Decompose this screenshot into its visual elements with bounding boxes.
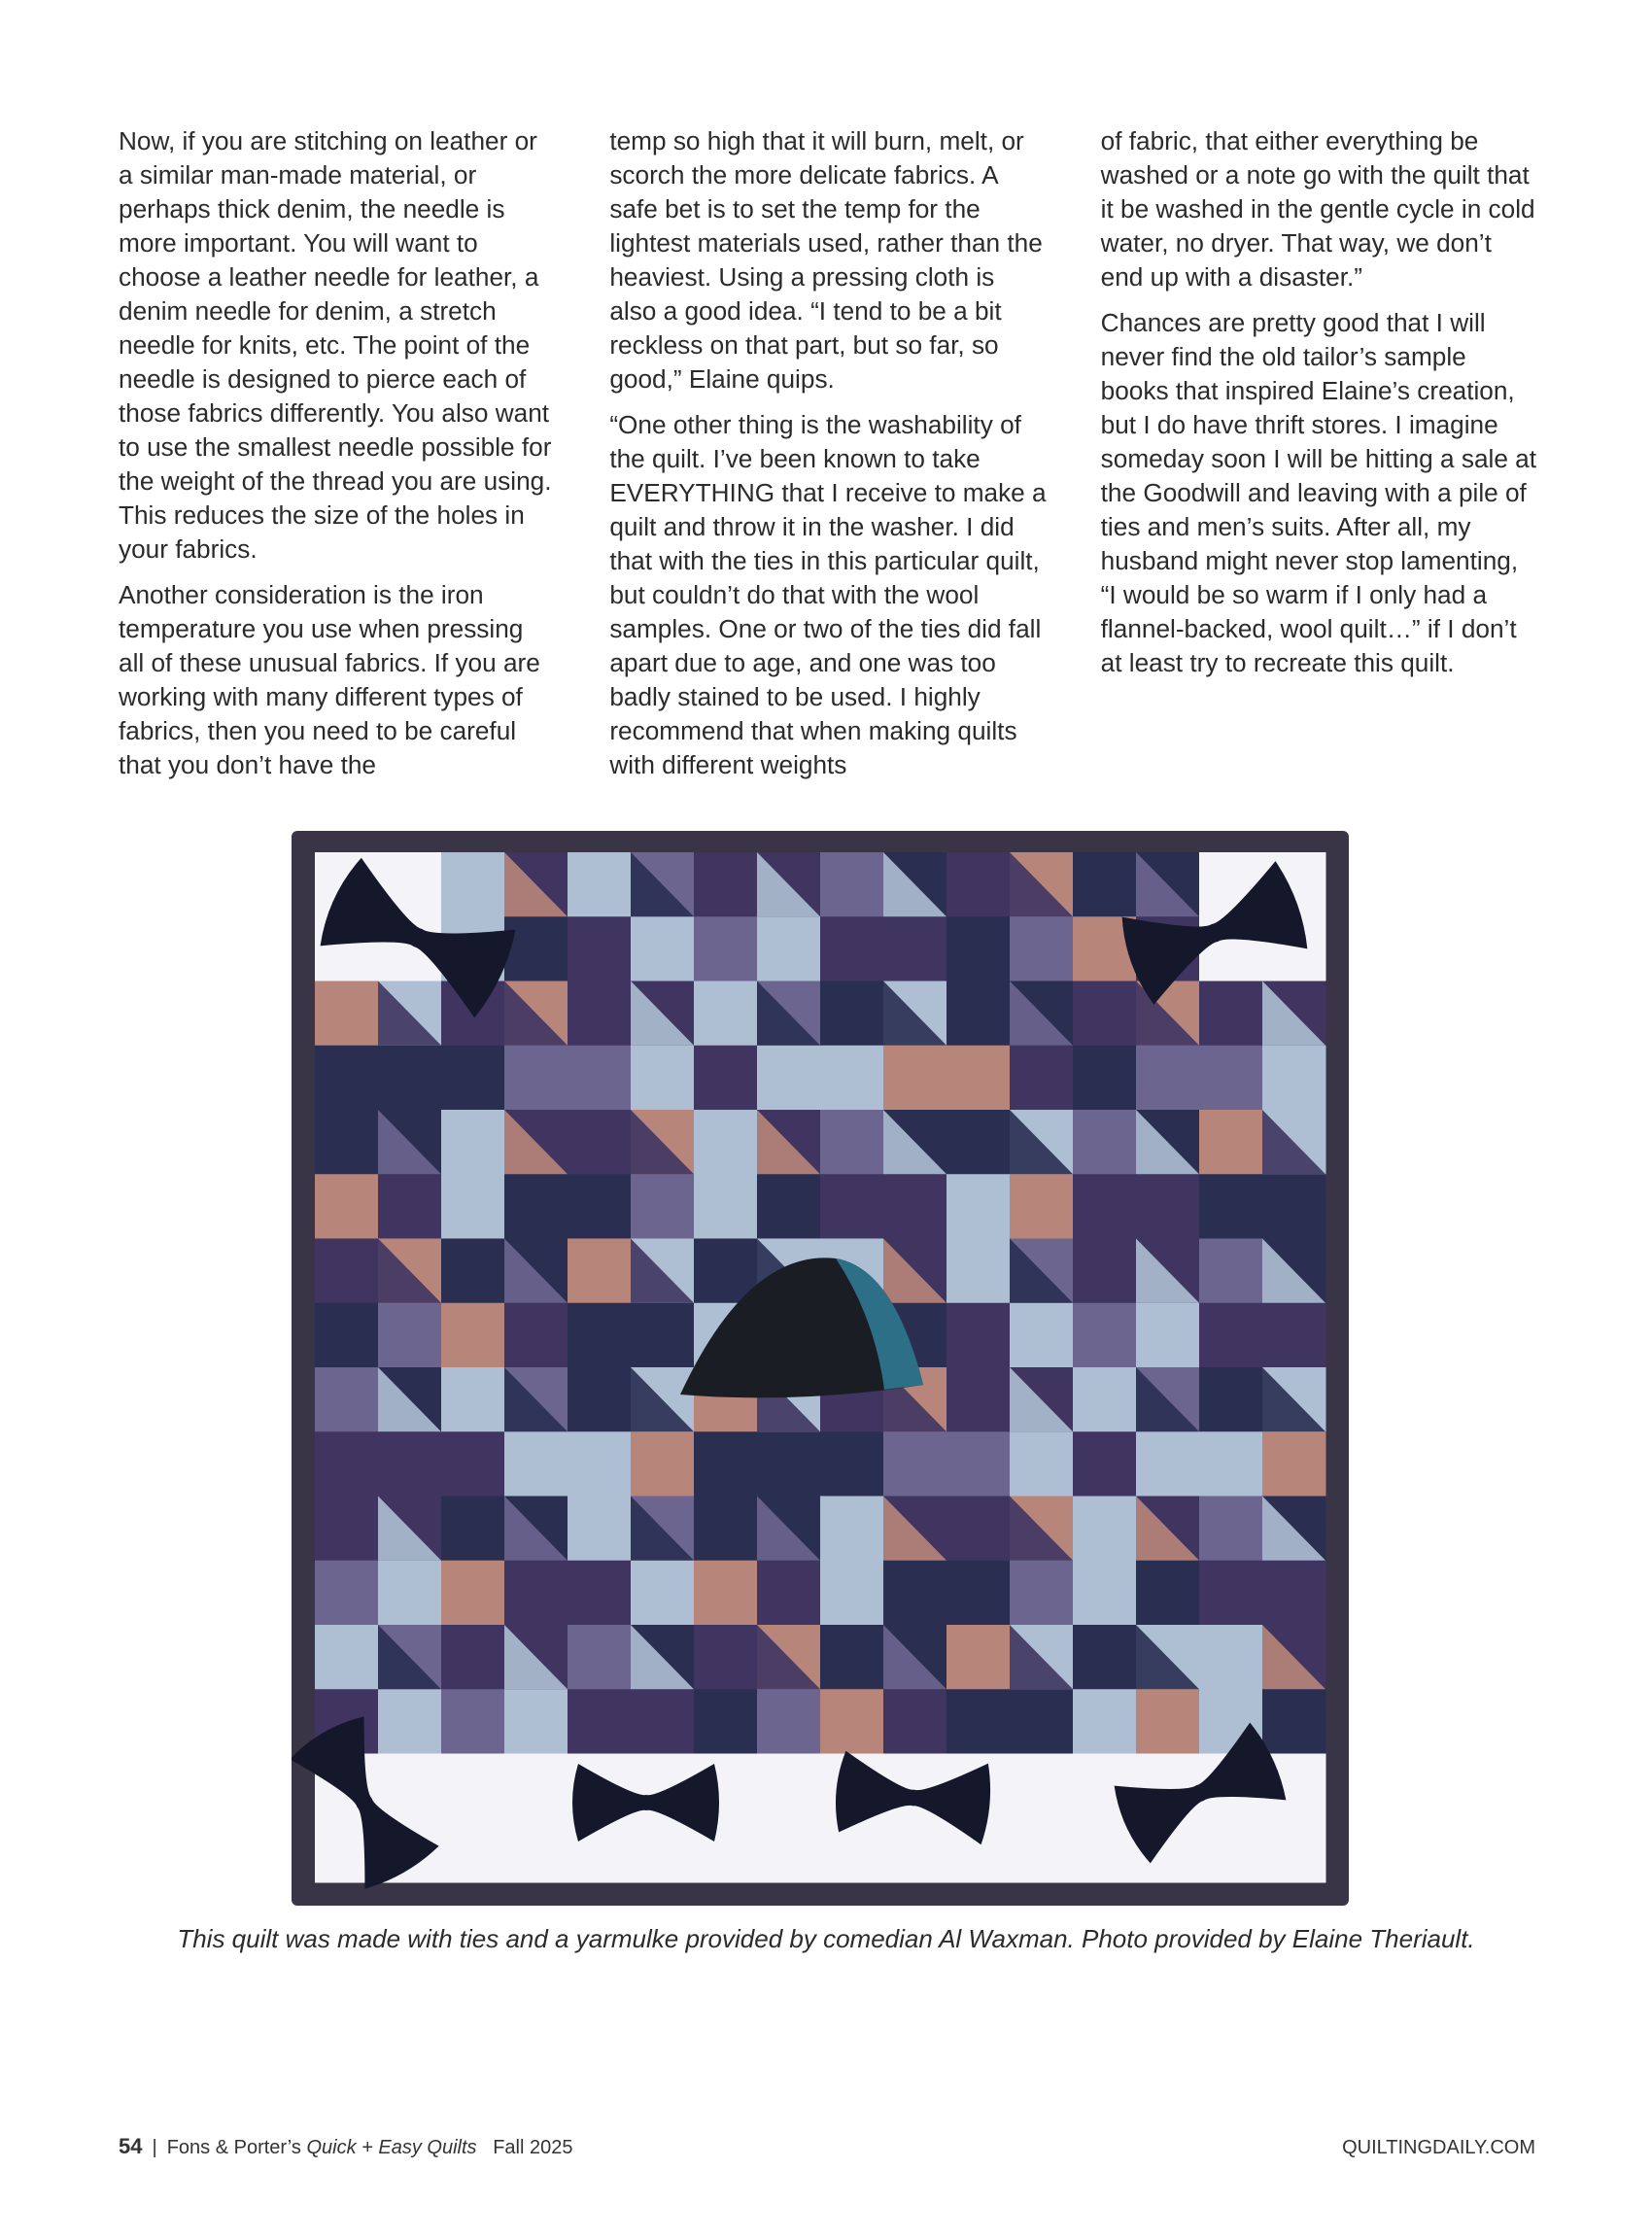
quilt-patch [568, 1303, 632, 1368]
quilt-patch [441, 1110, 505, 1175]
paragraph: Chances are pretty good that I will never find the old tailor’s sample books that inspired Elaine’s creation, but I do have thrift stores. I imagine someday soon I will be hitting a sale at the Goodwill and leaving with a pile of ties and men’s suits. After all, my husband might never stop lamenting, “I would be so warm if I only had a flannel-backed, wool quilt…” if I don’t at least try to recreate this quilt. [1100, 308, 1537, 677]
quilt-patch [441, 1431, 505, 1497]
magazine-title: Quick + Easy Quilts [306, 2137, 477, 2158]
paragraph: “One other thing is the washability of the quilt. I’ve been known to take EVERYTHING that I receive to make a quilt and throw it in the washer. I did that with the ties in this particular quilt, but couldn’t do that with the wool samples. One or two of the ties did fall apart due to age, and one was too badly stained to be used. I highly recommend that when making quilts with different weights [609, 410, 1047, 779]
quilt-patch [441, 1303, 505, 1368]
quilt-patch [1073, 1303, 1137, 1368]
quilt-patch [946, 1110, 1011, 1175]
quilt-patch [441, 1046, 505, 1111]
quilt-patch [441, 1367, 505, 1432]
quilt-patch [315, 1625, 379, 1690]
quilt-patch [1073, 1110, 1137, 1175]
quilt-patch [378, 1561, 442, 1626]
quilt-photo [292, 831, 1349, 1906]
quilt-patch [568, 1174, 632, 1239]
quilt-patch [694, 852, 758, 917]
quilt-patch [820, 1174, 884, 1239]
quilt-patch [1199, 981, 1263, 1047]
quilt-patch [1199, 1625, 1263, 1690]
quilt-patch [1199, 1431, 1263, 1497]
quilt-patch [820, 981, 884, 1047]
quilt-patch [946, 1174, 1011, 1239]
quilt-patch [568, 1046, 632, 1111]
quilt-patch [568, 1561, 632, 1626]
quilt-patch [441, 1497, 505, 1562]
quilt-white-block [441, 1754, 568, 1883]
quilt-patch [820, 1110, 884, 1175]
paragraph: Another consideration is the iron temperature you use when pressing all of these unusual fabrics. If you are working with many different types of fabrics, then you need to be careful that you don’t have the [119, 580, 540, 779]
quilt-patch [1199, 1174, 1263, 1239]
quilt-patch [378, 1689, 442, 1754]
quilt-patch [1262, 1561, 1326, 1626]
quilt-patch [883, 1174, 947, 1239]
footer-left [119, 2134, 572, 2159]
quilt-patch [1199, 1561, 1263, 1626]
quilt-patch [315, 981, 379, 1047]
quilt-patch [883, 916, 947, 981]
quilt-patch [1010, 1046, 1074, 1111]
quilt-patch [1262, 1431, 1326, 1497]
quilt-patch [378, 1046, 442, 1111]
quilt-patch [757, 1689, 821, 1754]
quilt-patch [1073, 852, 1137, 917]
quilt-patch [1073, 1689, 1137, 1754]
quilt-patch [504, 916, 568, 981]
paragraph: of fabric, that either everything be washed or a note go with the quilt that it be washed in the gentle cycle in cold water, no dryer. That way, we don’t end up with a disaster.” [1100, 126, 1535, 292]
quilt-patch [315, 1110, 379, 1175]
quilt-patch [1010, 1431, 1074, 1497]
quilt-patch [1262, 1689, 1326, 1754]
quilt-patch [1199, 1046, 1263, 1111]
quilt-patch [757, 1174, 821, 1239]
quilt-patch [441, 1689, 505, 1754]
quilt-patch [1262, 1046, 1326, 1111]
quilt-patch [378, 1303, 442, 1368]
quilt-patch [757, 1561, 821, 1626]
quilt-patch [946, 1431, 1011, 1497]
quilt-patch [694, 1625, 758, 1690]
quilt-patch [568, 981, 632, 1047]
paragraph: temp so high that it will burn, melt, or scorch the more delicate fabrics. A safe bet is to set the temp for the lightest materials used, rather than the heaviest. Using a pressing cloth is also a good idea. “I tend to be a bit reckless on that part, but so far, so good,” Elaine quips. [609, 126, 1043, 394]
quilt-patch [757, 1431, 821, 1497]
quilt-patch [1073, 1174, 1137, 1239]
quilt-patch [568, 1689, 632, 1754]
quilt-patch [820, 1625, 884, 1690]
quilt-patch [946, 852, 1011, 917]
quilt-patch [694, 1431, 758, 1497]
quilt-patch [315, 1239, 379, 1304]
quilt-patch [315, 1303, 379, 1368]
quilt-patch [694, 1689, 758, 1754]
quilt-patch [315, 1367, 379, 1432]
quilt-patch [1199, 1367, 1263, 1432]
quilt-patch [1136, 1303, 1200, 1368]
quilt-patch [631, 1174, 695, 1239]
quilt-patch [1136, 1431, 1200, 1497]
quilt-patch [441, 1174, 505, 1239]
quilt-patch [631, 1561, 695, 1626]
quilt-patch [946, 1561, 1011, 1626]
magazine-prefix: Fons & Porter’s [166, 2137, 307, 2158]
quilt-patch [694, 1174, 758, 1239]
quilt-patch [1199, 1239, 1263, 1304]
quilt-patch [946, 1625, 1011, 1690]
quilt-patch [946, 981, 1011, 1047]
quilt-patch [1010, 1689, 1074, 1754]
quilt-patch [315, 1497, 379, 1562]
footer-separator: | [152, 2137, 157, 2158]
quilt-patch [694, 1497, 758, 1562]
quilt-patch [315, 1046, 379, 1111]
quilt-patch [1073, 1561, 1137, 1626]
issue-date: Fall 2025 [493, 2137, 573, 2158]
quilt-patch [1262, 1174, 1326, 1239]
quilt-patch [946, 916, 1011, 981]
quilt-patch [631, 1431, 695, 1497]
quilt-patch [820, 1431, 884, 1497]
quilt-patch [820, 1689, 884, 1754]
quilt-patch [694, 916, 758, 981]
quilt-patch [1073, 1046, 1137, 1111]
quilt-patch [631, 1689, 695, 1754]
column-1 [119, 124, 555, 795]
quilt-patch [568, 1239, 632, 1304]
quilt-patch [820, 1561, 884, 1626]
quilt-patch [504, 1561, 568, 1626]
quilt-patch [568, 1497, 632, 1562]
quilt-patch [1073, 1625, 1137, 1690]
quilt-patch [441, 1625, 505, 1690]
quilt-patch [1010, 916, 1074, 981]
column-2 [609, 124, 1046, 795]
quilt-patch [820, 1046, 884, 1111]
quilt-patch [631, 916, 695, 981]
quilt-patch [568, 1625, 632, 1690]
quilt-patch [315, 1174, 379, 1239]
quilt-patch [946, 1497, 1011, 1562]
quilt-patch [1073, 1431, 1137, 1497]
quilt-patch [883, 1431, 947, 1497]
quilt-patch [694, 981, 758, 1047]
quilt-patch [315, 1561, 379, 1626]
photo-caption: This quilt was made with ties and a yarmulke provided by comedian Al Waxman. Photo provided by Elaine Theriault. [177, 1924, 1475, 1953]
quilt-patch [1073, 1367, 1137, 1432]
quilt-patch [694, 1046, 758, 1111]
quilt-patch [1073, 981, 1137, 1047]
quilt-patch [1136, 1561, 1200, 1626]
quilt-patch [568, 1110, 632, 1175]
quilt-patch [946, 1689, 1011, 1754]
quilt-patch [631, 1046, 695, 1111]
quilt-patch [946, 1239, 1011, 1304]
website-url: QUILTINGDAILY.COM [1342, 2137, 1535, 2158]
quilt-patch [315, 1431, 379, 1497]
quilt-patch [820, 916, 884, 981]
quilt-patch [946, 1303, 1011, 1368]
quilt-patch [568, 916, 632, 981]
quilt-patch [1136, 1689, 1200, 1754]
quilt-patch [883, 1046, 947, 1111]
quilt-patch [441, 1239, 505, 1304]
paragraph: Now, if you are stitching on leather or a similar man-made material, or perhaps thick denim, the needle is more important. You will want to choose a leather needle for leather, a denim needle for denim, a stretch needle for knits, etc. The point of the needle is designed to pierce each of those fabrics differently. You also want to use the smallest needle possible for the weight of the thread you are using. This reduces the size of the holes in your fabrics. [119, 126, 552, 564]
quilt-patch [820, 852, 884, 917]
quilt-patch [568, 1431, 632, 1497]
quilt-patch [1010, 1174, 1074, 1239]
quilt-patch [441, 1561, 505, 1626]
quilt-patch [378, 1174, 442, 1239]
quilt-patch [883, 1561, 947, 1626]
quilt-patch [820, 1497, 884, 1562]
quilt-patch [1199, 1110, 1263, 1175]
quilt-patch [1073, 1239, 1137, 1304]
quilt-patch [1010, 1303, 1074, 1368]
quilt-patch [1199, 1303, 1263, 1368]
quilt-patch [504, 1303, 568, 1368]
quilt-patch [1199, 1497, 1263, 1562]
quilt-patch [504, 1046, 568, 1111]
quilt-patch [378, 1431, 442, 1497]
quilt-patch [1136, 1174, 1200, 1239]
quilt-patch [441, 852, 505, 917]
quilt-patch [568, 1367, 632, 1432]
quilt-patch [757, 916, 821, 981]
quilt-patch [946, 1046, 1011, 1111]
quilt-patch [883, 1689, 947, 1754]
quilt-patch [694, 1561, 758, 1626]
quilt-patch [504, 1689, 568, 1754]
quilt-patch [1010, 1561, 1074, 1626]
column-3 [1101, 124, 1537, 795]
quilt-patch [631, 1303, 695, 1368]
quilt-patch [1262, 1303, 1326, 1368]
quilt-patch [504, 1431, 568, 1497]
page-footer [119, 2134, 1535, 2159]
quilt-patch [946, 1367, 1011, 1432]
quilt-patch [757, 1046, 821, 1111]
quilt-patch [568, 852, 632, 917]
page-number: 54 [119, 2134, 143, 2158]
quilt-patch [1136, 1046, 1200, 1111]
quilt-patch [1073, 1497, 1137, 1562]
article-body [119, 124, 1537, 795]
quilt-patch [694, 1110, 758, 1175]
quilt-patch [504, 1174, 568, 1239]
quilt-illustration [292, 831, 1349, 1906]
